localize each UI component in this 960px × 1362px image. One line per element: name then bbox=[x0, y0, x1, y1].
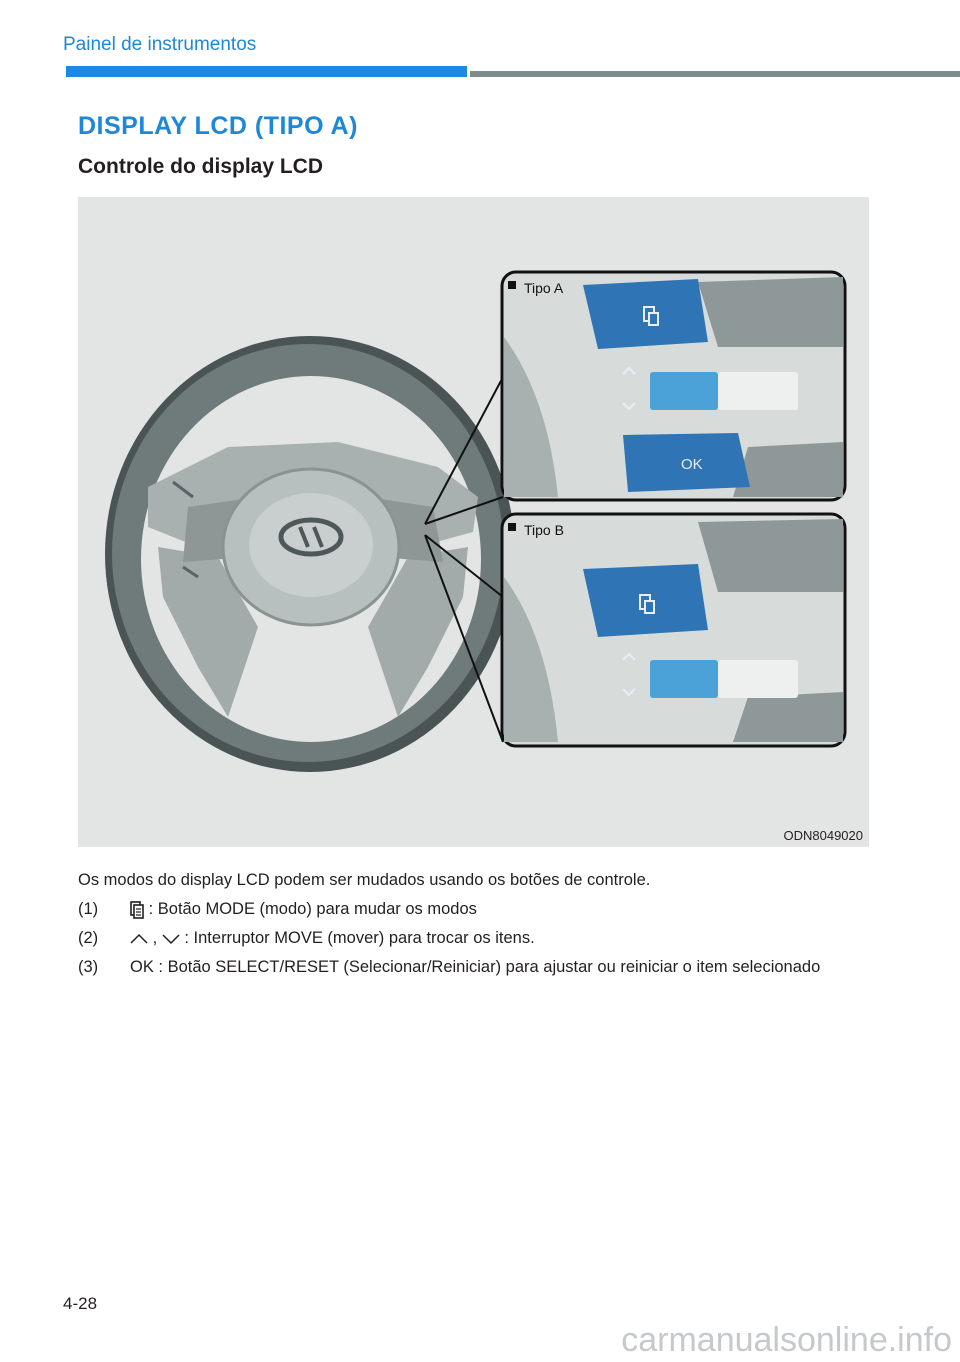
item-number: (3) bbox=[78, 958, 99, 976]
inset-tipo-a bbox=[502, 272, 845, 500]
inset-tipo-b bbox=[502, 514, 845, 746]
intro-text: Os modos do display LCD podem ser mudados usando os botões de controle. bbox=[78, 871, 651, 889]
header-rule-gray bbox=[470, 71, 960, 77]
mode-icon bbox=[130, 901, 144, 919]
chapter-title: Painel de instrumentos bbox=[63, 34, 257, 55]
subsection-title: Controle do display LCD bbox=[78, 155, 324, 178]
section-title: DISPLAY LCD (TIPO A) bbox=[78, 112, 358, 140]
item-text: : Botão MODE (modo) para mudar os modos bbox=[148, 900, 477, 918]
steering-wheel-figure bbox=[78, 197, 869, 847]
item-number: (1) bbox=[78, 900, 99, 918]
item-number: (2) bbox=[78, 929, 99, 947]
item-text: OK : Botão SELECT/RESET (Selecionar/Reiniciar) para ajustar ou reiniciar o item selecionado bbox=[130, 958, 821, 976]
chevron-up-icon bbox=[130, 933, 148, 945]
page-number: 4-28 bbox=[63, 1294, 98, 1313]
chevron-down-icon bbox=[162, 933, 180, 945]
watermark: carmanualsonline.info bbox=[621, 1321, 952, 1359]
tipo-b-label: Tipo B bbox=[524, 522, 564, 538]
header-rule-blue bbox=[66, 66, 467, 77]
steering-wheel-illustration bbox=[78, 197, 869, 847]
tipo-a-label: Tipo A bbox=[524, 280, 564, 296]
ok-button-label: OK bbox=[681, 456, 703, 473]
steering-wheel bbox=[105, 336, 515, 772]
figure-code: ODN8049020 bbox=[783, 828, 863, 843]
item-text: : Interruptor MOVE (mover) para trocar os itens. bbox=[184, 929, 535, 947]
item-separator: , bbox=[152, 929, 158, 947]
